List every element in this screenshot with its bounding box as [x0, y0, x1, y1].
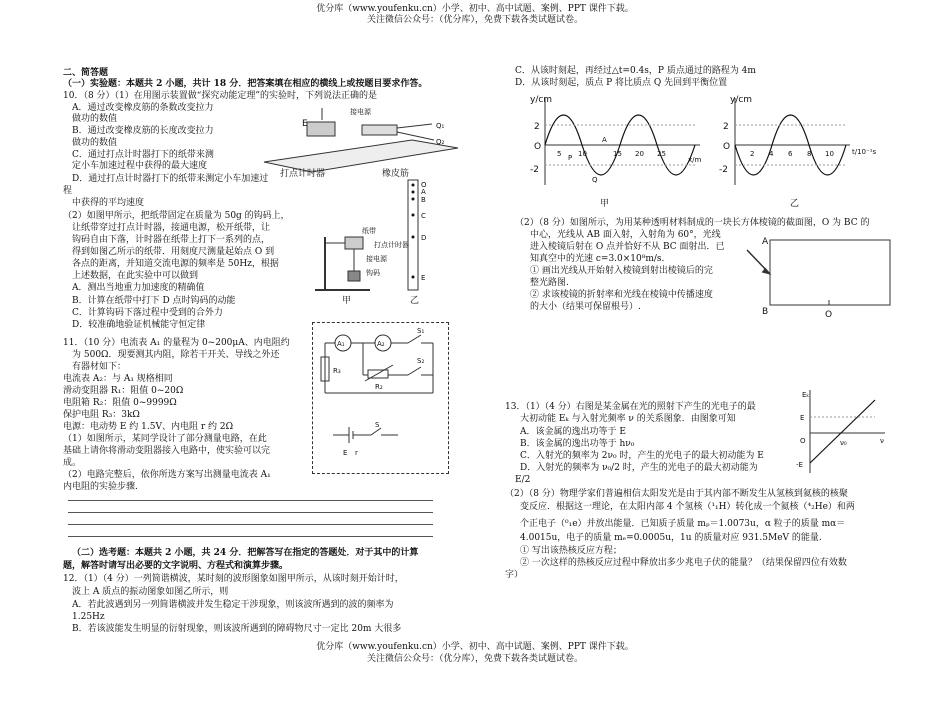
q13-line2: 大初动能 Eₖ 与入射光频率 ν 的关系图象．由图象可知: [520, 414, 736, 424]
q10-part2-line5: 各点的距离，并知道交流电源的频率是 50Hz，根据: [72, 259, 279, 269]
q11-line10: 基础上请你将滑动变阻器接入电路中，使实验可以完: [63, 446, 271, 456]
q13-2-line3: 个正电子（⁰₁e）并放出能量．已知质子质量 mₚ＝1.0073u，α 粒子的质量 mα＝: [520, 519, 846, 529]
prism-figure: [745, 228, 905, 323]
footer-line-2: 关注微信公众号：（优分库），免费下载各类试题试卷。: [366, 654, 583, 664]
fig10b-label-timer: 打点计时器: [374, 241, 409, 249]
wave-a-point-p: P: [568, 154, 573, 162]
q10-stem: 10．（8 分）（1）在用图示装置做“探究动能定理”的实验时，下列说法正确的是: [63, 91, 377, 101]
q12-option-b: B．若该波能发生明显的衍射现象，则该波所遇到的障碍物尺寸一定比 20m 大很多: [72, 624, 402, 634]
fig10-label-e: E: [302, 119, 308, 129]
wave-a-xtick-10: 10: [578, 150, 587, 158]
q11-line13: 内电阻的实验步骤.: [63, 482, 138, 492]
q10-part2-option-a: A．测出当地重力加速度的精确值: [72, 283, 205, 293]
q12-2-line7: ② 求该棱镜的折射率和光线在棱镜中传播速度: [530, 290, 713, 300]
answer-line-1[interactable]: [68, 500, 433, 501]
wave-graph-yi: [715, 90, 905, 210]
ek-label-o: O: [800, 437, 806, 445]
prism-label-a: A: [762, 237, 769, 247]
q12-2-line2: 中心，光线从 AB 面入射，入射角为 60°，光线: [530, 230, 721, 240]
q11-line11: 成。: [63, 458, 82, 468]
experiment-setup-figure: [262, 100, 462, 180]
fig10-label-power: 接电源: [350, 108, 371, 116]
q13-line1: 13．（1）（4 分）右图是某金属在光的照射下产生的光电子的最: [505, 402, 756, 412]
circuit-label-r3: R₃: [333, 367, 341, 375]
q13-2-line4: 4.0015u，电子的质量 mₑ=0.0005u，1u 的质量对应 931.5MeV 的能量.: [520, 533, 822, 543]
q13-option-d: D．入射光的频率为 ν₀/2 时，产生的光电子的最大初动能为: [520, 463, 758, 473]
q13-option-b: B．该金属的逸出功等于 hν₀: [520, 439, 635, 449]
q11-line3: 有器材如下：: [72, 362, 127, 372]
q13-2-line1: （2）（8 分）物理学家们普遍相信太阳发光是由于其内部不断发生从氢核到氦核的核聚: [505, 489, 848, 499]
tape-label-o: O: [421, 181, 427, 189]
q12-2-line4: 知真空中的光速 c=3.0×10⁸m/s.: [530, 254, 665, 264]
wave-b-ylabel: y/cm: [730, 95, 753, 105]
q13-2-line6: ② 一次这样的热核反应过程中释放出多少兆电子伏的能量？（结果保留四位有效数: [520, 558, 847, 568]
q10-option-a-cont: 做功的数值: [72, 114, 118, 124]
q11-line6: 电阻箱 R₂：阻值 0~9999Ω: [63, 398, 177, 408]
q12-option-a: A．若此波遇到另一列简谐横波并发生稳定干涉现象，则该波所遇到的波的频率为: [72, 600, 394, 610]
q10-option-b: B．通过改变橡皮筋的长度改变拉力: [72, 126, 214, 136]
circuit-label-a2: A₂: [377, 340, 385, 348]
ek-label-ek: Eₖ: [802, 391, 810, 399]
q11-line12: （2）电路完整后，依你所选方案写出测量电流表 A₁: [63, 470, 271, 480]
circuit-label-s1: S₁: [417, 327, 425, 335]
q13-option-a: A．该金属的逸出功等于 E: [520, 427, 626, 437]
q10-part2-line1: （2）如图甲所示，把纸带固定在质量为 50g 的钩码上，: [63, 211, 290, 221]
wave-a-xlabel: x/m: [688, 156, 702, 164]
fig10-label-timer: 打点计时器: [280, 169, 326, 179]
q12-option-c: C．从该时刻起，再经过△t=0.4s，P 质点通过的路程为 4m: [515, 66, 756, 76]
fig10-label-q2: Q₂: [436, 138, 445, 146]
fig10b-label-power: 接电源: [366, 255, 387, 263]
part2-title-2: 题，解答时请写出必要的文字说明、方程式和演算步骤。: [63, 561, 289, 571]
q11-line7: 保护电阻 R₃：3kΩ: [63, 410, 140, 420]
wave-b-xtick-10: 10: [825, 150, 834, 158]
q10-option-b-cont: 做功的数值: [72, 138, 118, 148]
q11-line5: 滑动变阻器 R₁：阻值 0~20Ω: [63, 386, 184, 396]
prism-label-b: B: [762, 307, 769, 317]
ek-label-e: E: [800, 414, 805, 422]
wave-b-xtick-4: 4: [769, 150, 774, 158]
header-line-1: 优分库（www.youfenku.cn）小学、初中、高中试题、案例、PPT 课件下载。: [316, 4, 634, 14]
tape-label-a: A: [421, 188, 426, 196]
circuit-label-a1: A₁: [337, 340, 345, 348]
tape-label-b: B: [421, 196, 426, 204]
fig10-label-band: 橡皮筋: [382, 169, 410, 179]
ek-label-neg-e: -E: [796, 461, 803, 469]
wave-b-xlabel: t/10⁻¹s: [852, 148, 877, 156]
circuit-label-e: E: [343, 449, 348, 457]
q11-line1: 11．（10 分）电流表 A₁ 的量程为 0~200μA、内电阻约: [63, 338, 290, 348]
q12-2-line3: 进入棱镜后射在 O 点并恰好不从 BC 面射出．已: [530, 242, 725, 252]
answer-line-2[interactable]: [68, 512, 433, 513]
q11-line2: 为 500Ω．现要测其内阻，除若干开关、导线之外还: [72, 350, 280, 360]
wave-b-xtick-2: 2: [750, 150, 755, 158]
ek-label-nu: ν: [880, 437, 884, 445]
answer-line-4[interactable]: [68, 536, 433, 537]
q12-2-line5: ① 画出光线从开始射入棱镜到射出棱镜后的完: [530, 266, 713, 276]
q11-line4: 电流表 A₂：与 A₁ 规格相同: [63, 374, 173, 384]
q10-part2-line2: 让纸带穿过打点计时器，接通电源，松开纸带，让: [72, 223, 271, 233]
section-title: 二、简答题: [63, 68, 109, 78]
wave-a-ytick-o: O: [534, 142, 542, 152]
q12-option-d: D．从该时刻起，质点 P 将比质点 Q 先回到平衡位置: [515, 78, 728, 88]
q12-line2: 波上 A 质点的振动图象如图乙所示，则: [72, 587, 229, 597]
circuit-label-s2: S₂: [417, 357, 425, 365]
footer-line-1: 优分库（www.youfenku.cn）小学、初中、高中试题、案例、PPT 课件下载。: [316, 642, 634, 652]
wave-a-point-a: A: [602, 136, 607, 144]
wave-b-ytick-neg2: -2: [719, 165, 728, 175]
fig10-label-q1: Q₁: [436, 122, 445, 130]
wave-b-caption: 乙: [790, 199, 800, 209]
q12-2-line8: 的大小（结果可保留根号）.: [530, 302, 641, 312]
circuit-figure: [312, 322, 449, 474]
tape-label-c: C: [421, 212, 426, 220]
wave-a-xtick-15: 15: [613, 150, 622, 158]
q10-option-d-cont2: 中获得的平均速度: [72, 198, 145, 208]
wave-a-ytick-neg2: -2: [530, 165, 539, 175]
fig10b-caption-jia: 甲: [342, 296, 352, 305]
wave-b-ytick-o: O: [723, 142, 731, 152]
q10-option-d: D．通过打点计时器打下的纸带来测定小车加速过: [72, 174, 269, 184]
wave-a-xtick-20: 20: [635, 150, 644, 158]
q13-2-line2: 变反应．根据这一理论，在太阳内部 4 个氢核（¹₁H）转化成一个氦核（⁴₂He）和两: [520, 502, 855, 512]
part2-title-1: （二）选考题：本题共 2 小题，共 24 分．把解答写在指定的答题处．对于其中的计算: [72, 548, 419, 558]
wave-b-xtick-8: 8: [807, 150, 812, 158]
q10-option-a: A．通过改变橡皮筋的条数改变拉力: [72, 103, 214, 113]
q10-part2-line6: 上述数据，在此实验中可以做到: [72, 271, 199, 281]
q11-line9: （1）如图所示，某同学设计了部分测量电路，在此: [63, 434, 267, 444]
q10-option-c: C．通过打点计时器打下的纸带来测: [72, 150, 214, 160]
free-fall-figure: [300, 175, 460, 305]
q12-line1: 12．（1）（4 分）一列简谐横波，某时刻的波形图象如图甲所示，从该时刻开始计时，: [63, 574, 404, 584]
wave-a-ytick-2: 2: [534, 122, 540, 132]
wave-b-xtick-6: 6: [788, 150, 793, 158]
q10-part2-option-c: C．计算钩码下落过程中受到的合外力: [72, 308, 223, 318]
prism-label-o: O: [825, 310, 833, 320]
q10-part2-line4: 得到如图乙所示的纸带．用刻度尺测量起始点 O 到: [72, 247, 275, 257]
q13-2-line5: ① 写出该热核反应方程；: [520, 546, 622, 556]
fig10b-label-tape: 纸带: [362, 227, 376, 235]
circuit-label-r2: R₂: [375, 383, 383, 391]
tape-label-d: D: [421, 234, 427, 242]
q12-option-a-cont: 1.25Hz: [72, 612, 105, 622]
ek-frequency-graph: [790, 385, 890, 475]
q12-2-line6: 整光路图.: [530, 278, 569, 288]
answer-line-3[interactable]: [68, 524, 433, 525]
circuit-label-r: r: [355, 449, 358, 457]
fig10b-caption-yi: 乙: [410, 296, 420, 305]
q13-2-line7: 字）: [505, 570, 524, 580]
q13-option-c: C．入射光的频率为 2ν₀ 时，产生的光电子的最大初动能为 E: [520, 451, 764, 461]
wave-a-xtick-25: 25: [657, 150, 666, 158]
q10-option-c-cont: 定小车加速过程中获得的最大速度: [72, 161, 208, 171]
wave-a-ylabel: y/cm: [530, 95, 553, 105]
q10-part2-option-b: B．计算在纸带中打下 D 点时钩码的动能: [72, 296, 236, 306]
wave-a-xtick-5: 5: [557, 150, 562, 158]
wave-a-point-q: Q: [592, 176, 598, 184]
q12-2-line1: （2）（8 分）如图所示，为用某种透明材料制成的一块长方体棱镜的截面图，O 为 BC 的: [515, 218, 870, 228]
wave-graph-jia: [520, 90, 710, 210]
header-line-2: 关注微信公众号：（优分库），免费下载各类试题试卷。: [366, 15, 583, 25]
wave-a-caption: 甲: [600, 199, 610, 209]
q10-part2-line3: 钩码自由下落，计时器在纸带上打下一系列的点，: [72, 235, 271, 245]
q10-part2-option-d: D．较准确地验证机械能守恒定律: [72, 320, 206, 330]
ek-label-nu0: ν₀: [840, 439, 847, 447]
circuit-label-s: S: [375, 421, 380, 429]
wave-b-ytick-2: 2: [723, 122, 729, 132]
q13-option-d-cont: E/2: [515, 475, 531, 485]
part1-title: （一）实验题：本题共 2 小题，共计 18 分．把答案填在相应的横线上或按题目要求作答。: [63, 79, 428, 89]
q10-option-d-cont: 程: [63, 186, 73, 196]
fig10b-label-weight: 钩码: [366, 269, 380, 277]
tape-label-e: E: [421, 274, 426, 282]
q11-line8: 电源：电动势 E 约 1.5V、内电阻 r 约 2Ω: [63, 422, 234, 432]
